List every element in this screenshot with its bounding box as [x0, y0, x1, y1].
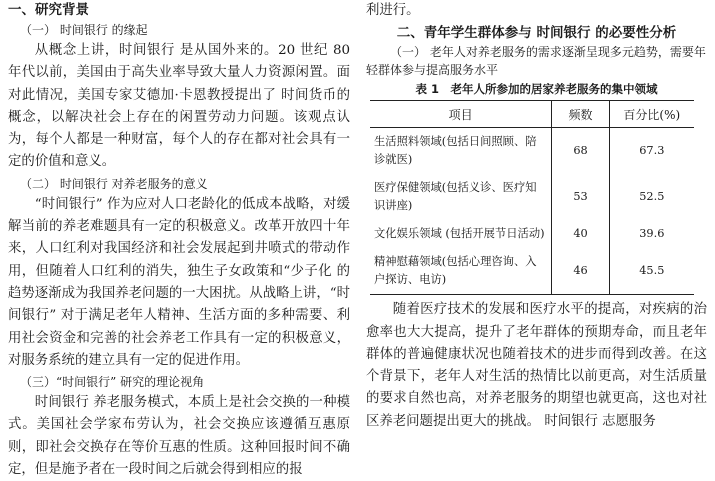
table-row: [370, 220, 694, 248]
paragraph-significance: “时间银行” 作为应对人口老龄化的低成本战略，对缓解当前的养老难题具有一定的积极意义。改革开放四十年来，人口红利对我国经济和社会发展起到井喷式的带动作用，但随着人口红利的消失，独生子女政策和“少子化 的趋势逐渐成为我国养老问题的一大困扰。从战略上讲，“时间银行” 对于满足老年人精神、生活方面的多种需要、利用社会资金和完善的社会养老工作具有一定的积极意义，对服务系统的建立具有一定的促进作用。: [8, 196, 350, 368]
service-areas-table: [370, 100, 694, 295]
row-percent: 39.6: [609, 220, 694, 248]
header-percent: 百分比(%): [609, 101, 694, 128]
row-frequency: 40: [552, 220, 609, 248]
section-2-heading: 二、青年学生群体参与 时间银行 的必要性分析: [396, 25, 677, 42]
row-item: 生活照料领域(包括日间照顾、陪诊就医): [374, 135, 537, 167]
header-item: 项目: [370, 101, 552, 128]
table-row: [370, 248, 694, 295]
row-frequency: 46: [552, 248, 609, 295]
table-row: [370, 128, 694, 175]
right-column: [366, 0, 707, 433]
header-frequency: 频数: [552, 101, 609, 128]
subsection-needs-heading: （一） 老年人对养老服务的需求逐渐呈现多元趋势，需要年轻群体参与提高服务水平: [366, 45, 706, 78]
subsection-2-heading: （二） 时间银行 对养老服务的意义: [20, 176, 208, 191]
table-header-row: [370, 101, 694, 128]
row-item: 文化娱乐领域 (包括开展节日活动): [374, 227, 545, 241]
paragraph-medical-progress: 随着医疗技术的发展和医疗水平的提高，对疾病的治愈率也大大提高，提升了老年群体的预期寿命，而且老年群体的普遍健康状况也随着技术的进步而得到改善。在这个背景下，老年人对生活的热情比以前更高，对生活质量的要求自然也高，对养老服务的期望也就更高，这也对社区养老问题提出更大的挑战。 时间银行 志愿服务: [366, 302, 707, 429]
table-caption: 表 1 老年人所参加的居家养老服务的集中领域: [415, 82, 658, 97]
row-item: 医疗保健领域(包括义诊、医疗知识讲座): [374, 181, 537, 213]
subsection-1-heading: （一） 时间银行 的缘起: [20, 23, 148, 37]
paragraph-continuation: 利进行。: [366, 3, 420, 18]
subsection-3-heading: （三）“时间银行” 研究的理论视角: [20, 375, 205, 390]
row-percent: 45.5: [609, 248, 694, 295]
row-percent: 67.3: [609, 128, 694, 175]
row-percent: 52.5: [609, 174, 694, 220]
paragraph-origin: 从概念上讲，时间银行 是从国外来的。20 世纪 80 年代以前，美国由于高失业率导致大量人力资源闲置。面对此情况，美国专家艾德加·卡恩教授提出了 时间货币的概念，以解决社会上存在的闲置劳动力问题。该观点认为，每个人都是一种财富，每个人的存在都对社会具有一定的价值和意义。: [8, 43, 350, 170]
row-item: 精神慰藉领域(包括心理咨询、入户探访、电访): [370, 248, 552, 295]
left-column: [8, 0, 350, 481]
paragraph-theory: 时间银行 养老服务模式，本质上是社会交换的一种模式。美国社会学家布劳认为，社会交换应该遵循互惠原则，即社会交换存在等价互惠的性质。这种回报时间不确定，但是施予者在一段时间之后就会得到相应的报: [8, 395, 350, 478]
table-row: [370, 174, 694, 220]
row-frequency: 68: [552, 128, 609, 175]
row-frequency: 53: [552, 174, 609, 220]
section-1-heading: 一、研究背景: [8, 2, 89, 18]
